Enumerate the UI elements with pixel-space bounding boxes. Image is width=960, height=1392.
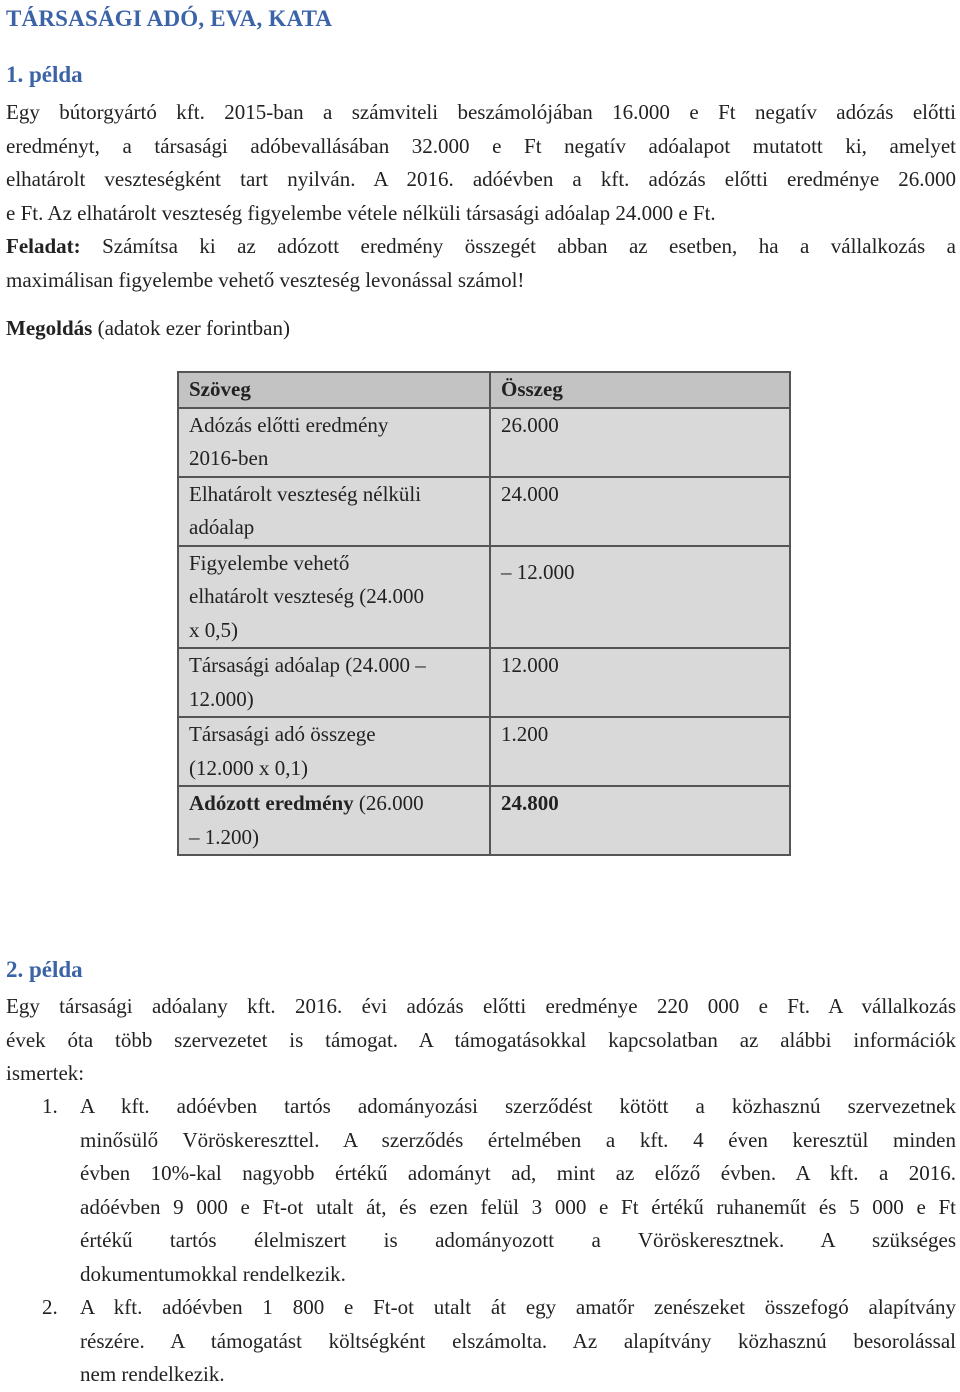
example1-line-2: eredményt, a társasági adóbevallásában 32.000 e Ft negatív adóalapot mutatott ki, amelyet bbox=[6, 133, 956, 158]
list-item-number: 2. bbox=[42, 1295, 58, 1319]
row-amount-cell bbox=[490, 546, 790, 649]
negative-amount: – 12.000 bbox=[501, 559, 575, 584]
table-row bbox=[178, 477, 790, 546]
table-row bbox=[178, 408, 790, 477]
row-label-line: Elhatárolt veszteség nélküli bbox=[189, 481, 422, 506]
row-label-cell bbox=[178, 648, 490, 717]
solution-note: (adatok ezer forintban) bbox=[92, 316, 290, 340]
list-item-line: évben 10%-kal nagyobb értékű adományt ad, mint az előző évben. A kft. a 2016. bbox=[80, 1161, 956, 1185]
list-item-line: nem rendelkezik. bbox=[80, 1362, 225, 1386]
row-label-line: Társasági adóalap (24.000 – bbox=[189, 653, 426, 677]
list-item bbox=[6, 1291, 956, 1392]
row-label-line: adóalap bbox=[189, 515, 255, 539]
row-amount-cell: 26.000 bbox=[490, 408, 790, 477]
total-label-line: – 1.200) bbox=[189, 824, 259, 849]
row-amount-cell: 1.200 bbox=[490, 717, 790, 786]
row-label-line: elhatárolt veszteség (24.000 bbox=[189, 584, 424, 608]
list-item-line: A kft. adóévben tartós adományozási szerződést kötött a közhasznú szervezetnek bbox=[80, 1094, 956, 1118]
example1-heading: 1. példa bbox=[6, 62, 83, 87]
solution-heading bbox=[6, 316, 290, 341]
list-item-line: minősülő Vöröskereszttel. A szerződés értelmében a kft. 4 éven keresztül minden bbox=[80, 1127, 956, 1152]
total-amount-cell: 24.800 bbox=[490, 786, 790, 855]
example2-description bbox=[6, 990, 956, 1091]
table-row bbox=[178, 717, 790, 786]
row-label-line: Társasági adó összege bbox=[189, 722, 376, 746]
example2-line-2: évek óta több szervezetet is támogat. A támogatásokkal kapcsolatban az alábbi információk bbox=[6, 1027, 956, 1052]
list-item-line: dokumentumokkal rendelkezik. bbox=[80, 1261, 346, 1286]
row-label-cell bbox=[178, 717, 490, 786]
row-label-cell bbox=[178, 408, 490, 477]
list-item bbox=[6, 1090, 956, 1291]
row-amount-cell: 12.000 bbox=[490, 648, 790, 717]
solution-label: Megoldás bbox=[6, 316, 93, 340]
table-row bbox=[178, 546, 790, 649]
example1-description bbox=[6, 96, 956, 297]
row-label-cell bbox=[178, 546, 490, 649]
example2-line-3: ismertek: bbox=[6, 1061, 85, 1085]
list-item-line: A kft. adóévben 1 800 e Ft-ot utalt át egy amatőr zenészeket összefogó alapítvány bbox=[80, 1295, 956, 1319]
example2-line-1: Egy társasági adóalany kft. 2016. évi adózás előtti eredménye 220 000 e Ft. A vállalkozás bbox=[6, 994, 956, 1018]
task-line-2: maximálisan figyelembe vehető veszteség levonással számol! bbox=[6, 267, 525, 292]
task-line-1 bbox=[6, 230, 956, 264]
row-label-line: x 0,5) bbox=[189, 617, 238, 642]
total-label-bold: Adózott eredmény bbox=[189, 791, 354, 815]
header-amount-cell: Összeg bbox=[490, 372, 790, 408]
example2-heading: 2. példa bbox=[6, 957, 83, 982]
row-label-line: Adózás előtti eredmény bbox=[189, 412, 389, 437]
total-label-line bbox=[189, 787, 479, 821]
row-amount-cell: 24.000 bbox=[490, 477, 790, 546]
total-label-formula: (26.000 bbox=[353, 791, 424, 815]
task-text-1: Számítsa ki az adózott eredmény összegét abban az esetben, ha a vállalkozás a bbox=[80, 234, 956, 258]
table-total-row bbox=[178, 786, 790, 855]
task-label: Feladat: bbox=[6, 234, 81, 258]
row-label-line: 2016-ben bbox=[189, 446, 269, 470]
row-label-cell bbox=[178, 477, 490, 546]
document-title: TÁRSASÁGI ADÓ, EVA, KATA bbox=[6, 6, 333, 31]
example1-line-3: elhatárolt veszteségként tart nyilván. A 2016. adóévben a kft. adózás előtti eredménye 26.000 bbox=[6, 167, 956, 191]
header-text-cell: Szöveg bbox=[178, 372, 490, 408]
example1-line-1: Egy bútorgyártó kft. 2015-ban a számviteli beszámolójában 16.000 e Ft negatív adózás előtti bbox=[6, 100, 956, 124]
list-item-number: 1. bbox=[42, 1094, 58, 1118]
row-label-line: 12.000) bbox=[189, 686, 254, 711]
total-label-cell bbox=[178, 786, 490, 855]
table-header-row bbox=[178, 372, 790, 408]
row-label-line: (12.000 x 0,1) bbox=[189, 755, 308, 780]
row-label-line: Figyelembe vehető bbox=[189, 550, 350, 575]
list-item-line: részére. A támogatást költségként elszámolta. Az alapítvány közhasznú besorolással bbox=[80, 1328, 956, 1353]
support-list bbox=[6, 1090, 956, 1392]
solution-table bbox=[177, 371, 791, 856]
list-item-line: értékű tartós élelmiszert is adományozott a Vöröskeresztnek. A szükséges bbox=[80, 1228, 956, 1252]
example1-line-4: e Ft. Az elhatárolt veszteség figyelembe vétele nélküli társasági adóalap 24.000 e Ft. bbox=[6, 200, 716, 225]
list-item-line: adóévben 9 000 e Ft-ot utalt át, és ezen felül 3 000 e Ft értékű ruhaneműt és 5 000 e Ft bbox=[80, 1194, 956, 1219]
table-row bbox=[178, 648, 790, 717]
